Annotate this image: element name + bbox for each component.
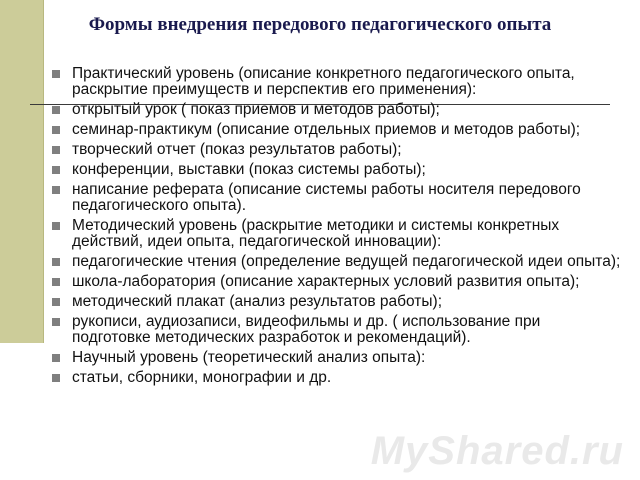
slide-title: Формы внедрения передового педагогического опыта [88, 14, 552, 35]
list-item [52, 314, 622, 346]
list-item-text: рукописи, аудиозаписи, видеофильмы и др. ( использование при подготовке методических разработок и рекомендаций). [72, 313, 541, 346]
list-item [52, 122, 622, 138]
list-item-text: Научный уровень (теоретический анализ опыта): [72, 349, 426, 366]
square-bullet-icon [52, 70, 60, 78]
list-item [52, 274, 622, 290]
list-item-text: методический плакат (анализ результатов работы); [72, 293, 443, 310]
list-item-text: школа-лаборатория (описание характерных условий развития опыта); [72, 273, 580, 290]
list-item-text: статьи, сборники, монографии и др. [72, 369, 332, 386]
square-bullet-icon [52, 186, 60, 194]
list-item [52, 370, 622, 386]
square-bullet-icon [52, 126, 60, 134]
list-item-text: конференции, выставки (показ системы работы); [72, 161, 426, 178]
list-item [52, 254, 622, 270]
left-accent-bar [0, 0, 43, 343]
left-accent-edge [43, 0, 44, 343]
list-item [52, 102, 622, 118]
list-item [52, 66, 622, 98]
square-bullet-icon [52, 258, 60, 266]
square-bullet-icon [52, 278, 60, 286]
square-bullet-icon [52, 354, 60, 362]
square-bullet-icon [52, 298, 60, 306]
square-bullet-icon [52, 166, 60, 174]
list-item-text: открытый урок ( показ приемов и методов работы); [72, 101, 440, 118]
list-item-text: Практический уровень (описание конкретного педагогического опыта, раскрытие преимуществ и перспектив его применения): [72, 65, 575, 98]
list-item [52, 142, 622, 158]
square-bullet-icon [52, 318, 60, 326]
list-item [52, 182, 622, 214]
list-item [52, 162, 622, 178]
list-item-text: Методический уровень (раскрытие методики и системы конкретных действий, идеи опыта, педагогической инновации): [72, 217, 560, 250]
watermark: MyShared.ru [370, 429, 624, 473]
list-item [52, 218, 622, 250]
square-bullet-icon [52, 146, 60, 154]
list-item-text: творческий отчет (показ результатов работы); [72, 141, 402, 158]
list-item-text: педагогические чтения (определение ведущей педагогической идеи опыта); [72, 253, 621, 270]
list-item [52, 294, 622, 310]
square-bullet-icon [52, 222, 60, 230]
list-item-text: семинар-практикум (описание отдельных приемов и методов работы); [72, 121, 581, 138]
square-bullet-icon [52, 106, 60, 114]
square-bullet-icon [52, 374, 60, 382]
bullet-list [52, 66, 622, 390]
list-item [52, 350, 622, 366]
list-item-text: написание реферата (описание системы работы носителя передового педагогического опыта). [72, 181, 581, 214]
